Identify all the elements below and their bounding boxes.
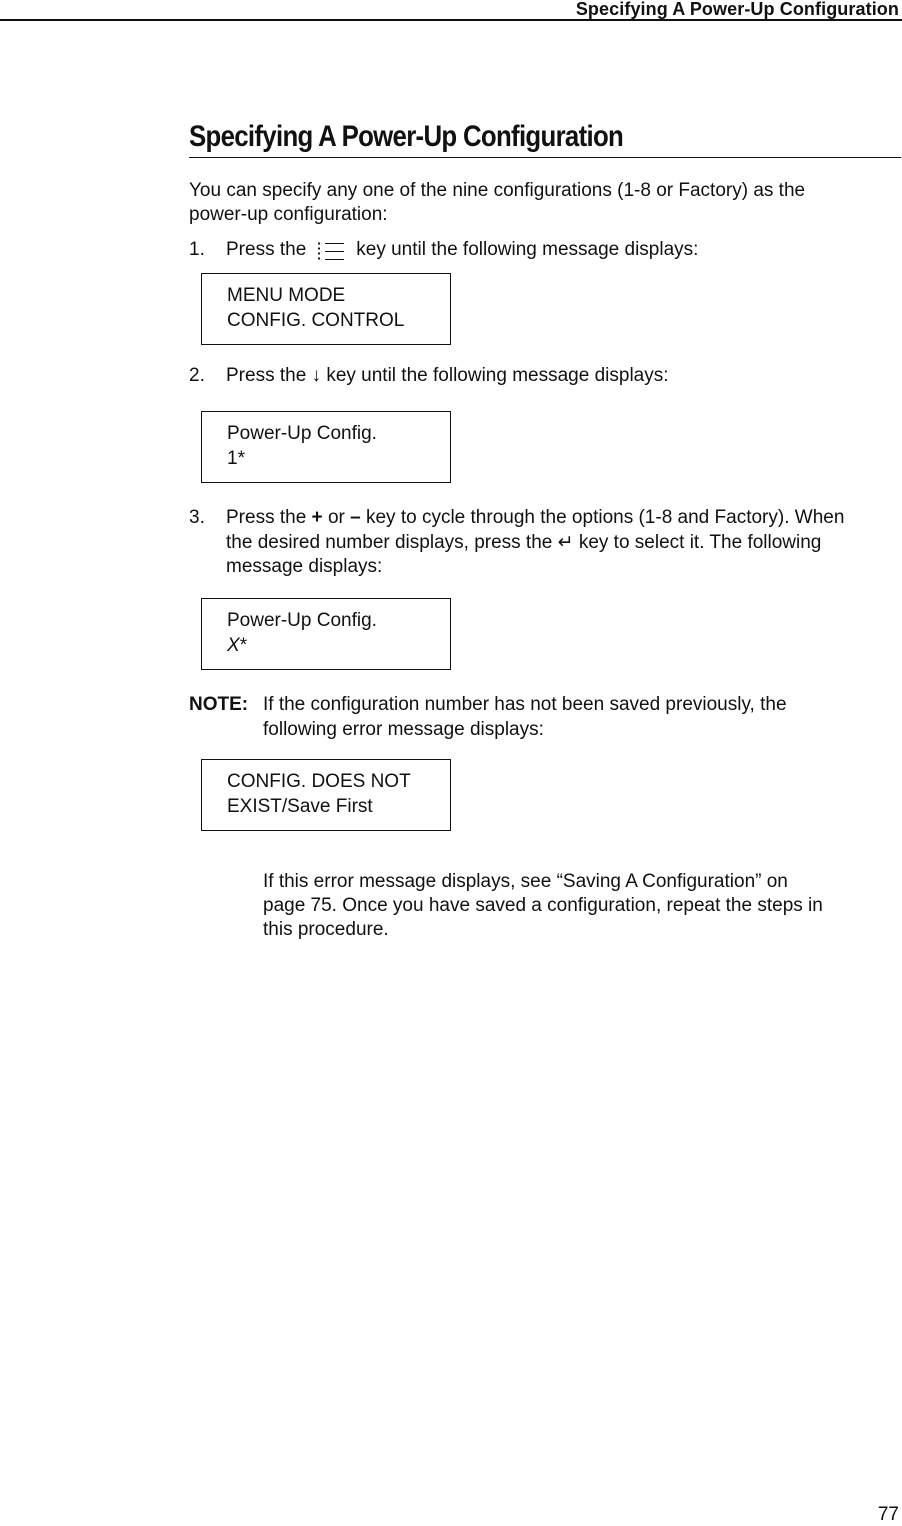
minus-key-symbol: – xyxy=(350,507,361,528)
intro-line-2: power-up configuration: xyxy=(189,204,388,225)
step-1-text-before: Press the xyxy=(226,239,307,260)
step-3-or: or xyxy=(327,507,345,528)
step-3-line-2-b: key to select it. The following xyxy=(578,532,822,553)
step-3-line-2-a: the desired number displays, press the xyxy=(226,532,553,553)
intro-line-1: You can specify any one of the nine configurations (1-8 or Factory) as the xyxy=(189,180,806,201)
display-config-error xyxy=(201,759,451,831)
step-1-text-after: key until the following message displays: xyxy=(356,239,699,260)
enter-key-icon: ↵ xyxy=(557,532,574,553)
display-line-1: CONFIG. DOES NOT xyxy=(227,771,411,792)
display-suffix: * xyxy=(239,635,248,656)
step-2-text-before: Press the xyxy=(226,365,307,386)
step-3-line-3: message displays: xyxy=(226,556,383,577)
display-menu-mode xyxy=(201,273,451,345)
note-line-2: following error message displays: xyxy=(263,719,544,740)
step-3-line-1-b: key to cycle through the options (1-8 and Factory). When xyxy=(365,507,845,528)
step-3-line-1-a: Press the xyxy=(226,507,307,528)
section-title xyxy=(189,118,901,158)
down-arrow-key-icon: ↓ xyxy=(311,365,322,386)
display-line-2: CONFIG. CONTROL xyxy=(227,310,405,331)
step-2-number: 2. xyxy=(189,365,205,386)
step-2-text xyxy=(226,364,669,388)
display-line-1: Power-Up Config. xyxy=(227,610,377,631)
step-2-text-after: key until the following message displays: xyxy=(326,365,669,386)
running-header xyxy=(0,0,902,21)
note-follow-line-2: page 75. Once you have saved a configuration, repeat the steps in xyxy=(263,895,823,916)
step-1-text xyxy=(226,238,698,262)
note-label: NOTE: xyxy=(189,694,249,715)
display-line-2: EXIST/Save First xyxy=(227,796,373,817)
step-1-number: 1. xyxy=(189,239,205,260)
note-follow-line-3: this procedure. xyxy=(263,919,389,940)
page-number: 77 xyxy=(877,1504,899,1525)
display-line-2 xyxy=(227,633,450,658)
note-line-1: If the configuration number has not been saved previously, the xyxy=(263,694,787,715)
plus-key-symbol: + xyxy=(311,507,323,528)
running-header-title: Specifying A Power-Up Configuration xyxy=(575,0,899,19)
step-3-line-2 xyxy=(226,531,821,555)
display-line-1: MENU MODE xyxy=(227,285,346,306)
step-3-number: 3. xyxy=(189,507,205,528)
step-3-line-1 xyxy=(226,506,844,530)
display-power-up-config-1 xyxy=(201,411,451,483)
display-line-1: Power-Up Config. xyxy=(227,423,377,444)
note-follow-line-1: If this error message displays, see “Saving A Configuration” on xyxy=(263,871,788,892)
display-line-2: 1* xyxy=(227,448,245,469)
display-power-up-config-x xyxy=(201,598,451,670)
display-variable: X xyxy=(227,635,240,656)
section-title-text: Specifying A Power-Up Configuration xyxy=(189,120,624,153)
menu-key-icon xyxy=(316,239,346,261)
